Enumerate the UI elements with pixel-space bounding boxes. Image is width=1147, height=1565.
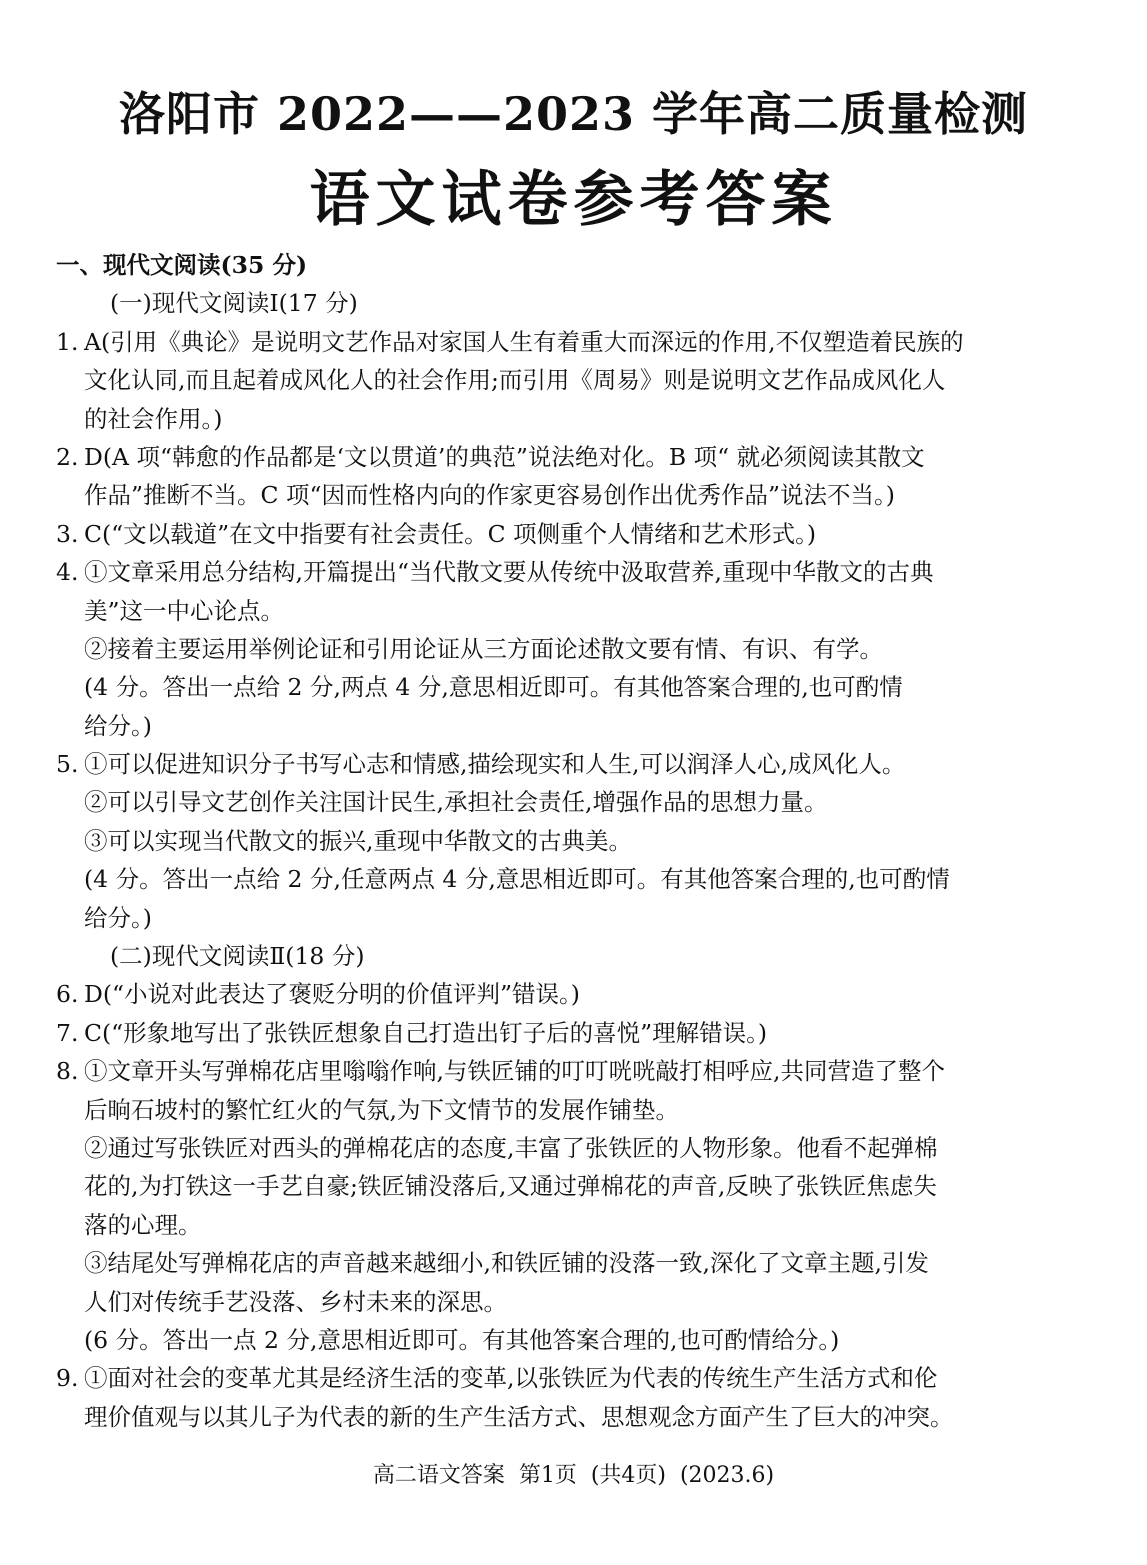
answer-text: 落的心理。 bbox=[84, 1210, 202, 1239]
scoring-note: (4 分。答出一点给 2 分,任意两点 4 分,意思相近即可。有其他答案合理的,也可酌情 bbox=[84, 865, 950, 894]
answer-item bbox=[56, 515, 1046, 553]
answer-text: D(“小说对此表达了褒贬分明的价值评判”错误。) bbox=[84, 980, 580, 1009]
item-number: 5. bbox=[56, 750, 79, 779]
answer-text: ①面对社会的变革尤其是经济生活的变革,以张铁匠为代表的传统生产生活方式和伦 bbox=[84, 1364, 938, 1393]
answer-text: D(A 项“韩愈的作品都是‘文以贯道’的典范”说法绝对化。B 项“ 就必须阅读其散文 bbox=[84, 442, 925, 471]
item-number: 1. bbox=[56, 327, 79, 356]
answer-text: ①文章采用总分结构,开篇提出“当代散文要从传统中汲取营养,重现中华散文的古典 bbox=[84, 558, 934, 587]
answer-text: 美”这一中心论点。 bbox=[84, 596, 285, 625]
answer-text: 后晌石坡村的繁忙红火的气氛,为下文情节的发展作铺垫。 bbox=[84, 1095, 679, 1124]
answer-text: ①可以促进知识分子书写心志和情感,描绘现实和人生,可以润泽人心,成风化人。 bbox=[84, 750, 906, 779]
answer-item bbox=[56, 975, 1046, 1013]
item-number: 2. bbox=[56, 442, 79, 471]
answer-body bbox=[56, 246, 1046, 1436]
item-number: 7. bbox=[56, 1018, 79, 1047]
answer-item bbox=[56, 1359, 1046, 1397]
answer-text: 花的,为打铁这一手艺自豪;铁匠铺没落后,又通过弹棉花的声音,反映了张铁匠焦虑失 bbox=[84, 1172, 937, 1201]
answer-item bbox=[56, 323, 1046, 361]
item-number: 9. bbox=[56, 1364, 79, 1393]
answer-item bbox=[56, 553, 1046, 591]
item-number: 3. bbox=[56, 519, 79, 548]
subsection-heading: (一)现代文阅读Ⅰ(17 分) bbox=[110, 289, 358, 318]
section-heading: 一、现代文阅读(35 分) bbox=[56, 251, 308, 279]
answer-item bbox=[56, 1014, 1046, 1052]
answer-text: ③可以实现当代散文的振兴,重现中华散文的古典美。 bbox=[84, 826, 632, 855]
answer-text: 理价值观与以其儿子为代表的新的生产生活方式、思想观念方面产生了巨大的冲突。 bbox=[84, 1402, 954, 1431]
item-number: 4. bbox=[56, 558, 79, 587]
scoring-note: (6 分。答出一点 2 分,意思相近即可。有其他答案合理的,也可酌情给分。) bbox=[84, 1325, 840, 1354]
answer-text: 作品”推断不当。C 项“因而性格内向的作家更容易创作出优秀作品”说法不当。) bbox=[84, 481, 895, 510]
document-title: 洛阳市 2022——2023 学年高二质量检测 bbox=[118, 87, 1029, 141]
answer-text: ②可以引导文艺创作关注国计民生,承担社会责任,增强作品的思想力量。 bbox=[84, 788, 828, 817]
document-subtitle: 语文试卷参考答案 bbox=[309, 165, 838, 235]
answer-text: 文化认同,而且起着成风化人的社会作用;而引用《周易》则是说明文艺作品成风化人 bbox=[84, 366, 946, 395]
subsection-heading: (二)现代文阅读Ⅱ(18 分) bbox=[110, 942, 365, 971]
answer-item bbox=[56, 438, 1046, 476]
answer-text: ②通过写张铁匠对西头的弹棉花店的态度,丰富了张铁匠的人物形象。他看不起弹棉 bbox=[84, 1133, 938, 1162]
answer-item bbox=[56, 745, 1046, 783]
item-number: 6. bbox=[56, 980, 79, 1009]
answer-text: C(“文以载道”在文中指要有社会责任。C 项侧重个人情绪和艺术形式。) bbox=[84, 519, 817, 548]
item-number: 8. bbox=[56, 1057, 79, 1086]
scoring-note: (4 分。答出一点给 2 分,两点 4 分,意思相近即可。有其他答案合理的,也可酌情 bbox=[84, 673, 903, 702]
answer-text: ②接着主要运用举例论证和引用论证从三方面论述散文要有情、有识、有学。 bbox=[84, 634, 883, 663]
answer-text: 的社会作用。) bbox=[84, 404, 223, 433]
answer-text: A(引用《典论》是说明文艺作品对家国人生有着重大而深远的作用,不仅塑造着民族的 bbox=[84, 327, 964, 356]
answer-text: C(“形象地写出了张铁匠想象自己打造出钉子后的喜悦”理解错误。) bbox=[84, 1018, 768, 1047]
page-footer: 高二语文答案 第1页 (共4页) (2023.6) bbox=[372, 1463, 775, 1488]
answer-text: ③结尾处写弹棉花店的声音越来越细小,和铁匠铺的没落一致,深化了文章主题,引发 bbox=[84, 1249, 929, 1278]
scoring-note: 给分。) bbox=[84, 903, 152, 932]
answer-text: 人们对传统手艺没落、乡村未来的深思。 bbox=[84, 1287, 507, 1316]
answer-item bbox=[56, 1052, 1046, 1090]
scoring-note: 给分。) bbox=[84, 711, 152, 740]
answer-text: ①文章开头写弹棉花店里嗡嗡作响,与铁匠铺的叮叮咣咣敲打相呼应,共同营造了整个 bbox=[84, 1057, 945, 1086]
